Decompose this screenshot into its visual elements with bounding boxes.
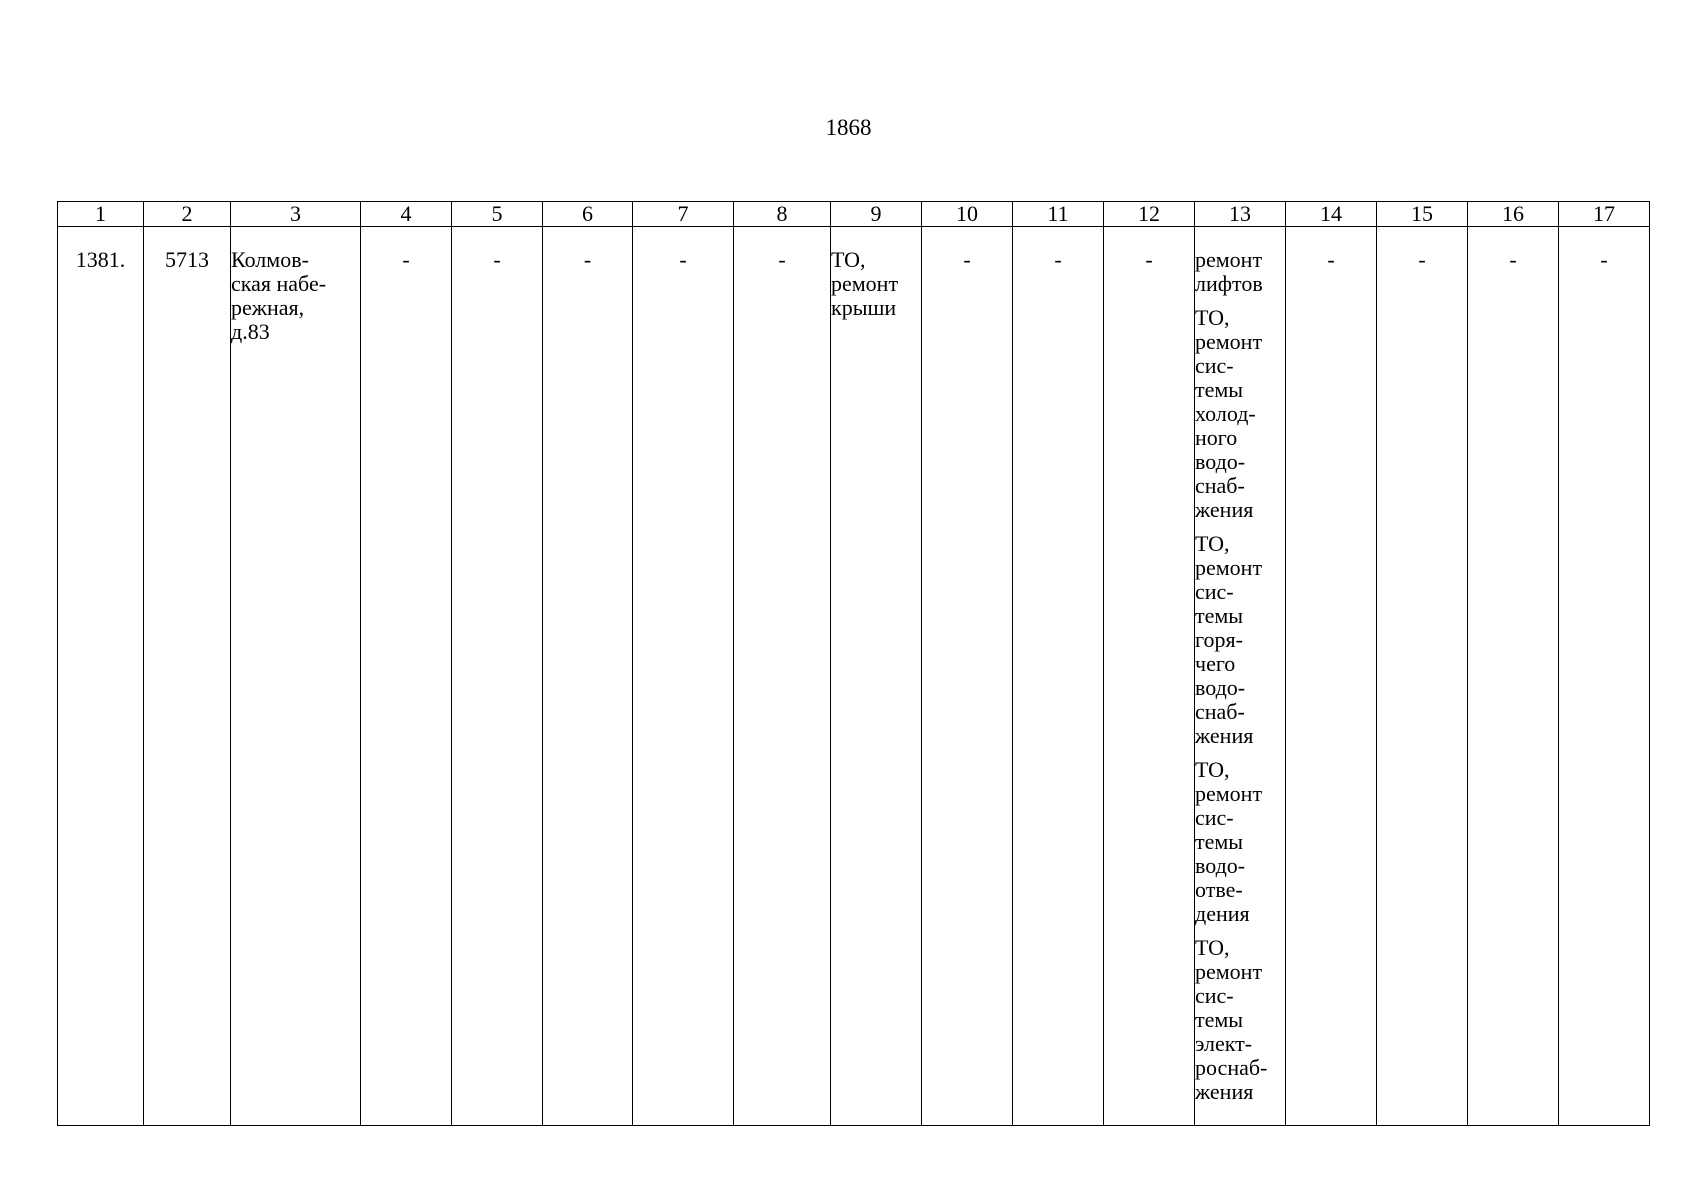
- roof-work-text: ТО, ремонт крыши: [831, 247, 899, 320]
- cell-col-6: -: [543, 227, 633, 1126]
- cell-col-8: -: [734, 227, 831, 1126]
- table-row: [58, 227, 1650, 1126]
- work-item-cold-water: ТО, ремонт сис- темы холод- ного водо- снаб- жения: [1195, 305, 1263, 522]
- column-header-3: 3: [231, 202, 361, 227]
- column-header-9: 9: [831, 202, 922, 227]
- cell-col-12: -: [1104, 227, 1195, 1126]
- cell-col-5: -: [452, 227, 543, 1126]
- column-header-5: 5: [452, 202, 543, 227]
- header-row: [58, 202, 1650, 227]
- column-header-17: 17: [1559, 202, 1650, 227]
- column-header-10: 10: [922, 202, 1013, 227]
- column-header-2: 2: [144, 202, 231, 227]
- cell-col-10: -: [922, 227, 1013, 1126]
- work-item-drainage: ТО, ремонт сис- темы водо- отве- дения: [1195, 757, 1263, 926]
- cell-row-number: 1381.: [58, 227, 144, 1126]
- cell-col-16: -: [1468, 227, 1559, 1126]
- cell-col-14: -: [1286, 227, 1377, 1126]
- cell-col-4: -: [361, 227, 452, 1126]
- work-item-electricity: ТО, ремонт сис- темы элект- роснаб- жения: [1195, 935, 1268, 1104]
- column-header-11: 11: [1013, 202, 1104, 227]
- column-header-6: 6: [543, 202, 633, 227]
- works-table: [57, 201, 1650, 1126]
- cell-col-15: -: [1377, 227, 1468, 1126]
- cell-col-11: -: [1013, 227, 1104, 1126]
- column-header-15: 15: [1377, 202, 1468, 227]
- work-item-hot-water: ТО, ремонт сис- темы горя- чего водо- снаб- жения: [1195, 531, 1263, 748]
- address-text: Колмов- ская набе- режная, д.83: [231, 247, 327, 344]
- cell-col-7: -: [633, 227, 734, 1126]
- work-item-elevators: ремонт лифтов: [1195, 247, 1263, 296]
- column-header-13: 13: [1195, 202, 1286, 227]
- cell-col-13: [1195, 227, 1286, 1126]
- cell-col-17: -: [1559, 227, 1650, 1126]
- column-header-7: 7: [633, 202, 734, 227]
- page-number: 1868: [825, 115, 872, 140]
- column-header-16: 16: [1468, 202, 1559, 227]
- cell-address: [231, 227, 361, 1126]
- cell-code: 5713: [144, 227, 231, 1126]
- cell-col-9: [831, 227, 922, 1126]
- column-header-14: 14: [1286, 202, 1377, 227]
- column-header-8: 8: [734, 202, 831, 227]
- column-header-12: 12: [1104, 202, 1195, 227]
- column-header-4: 4: [361, 202, 452, 227]
- column-header-1: 1: [58, 202, 144, 227]
